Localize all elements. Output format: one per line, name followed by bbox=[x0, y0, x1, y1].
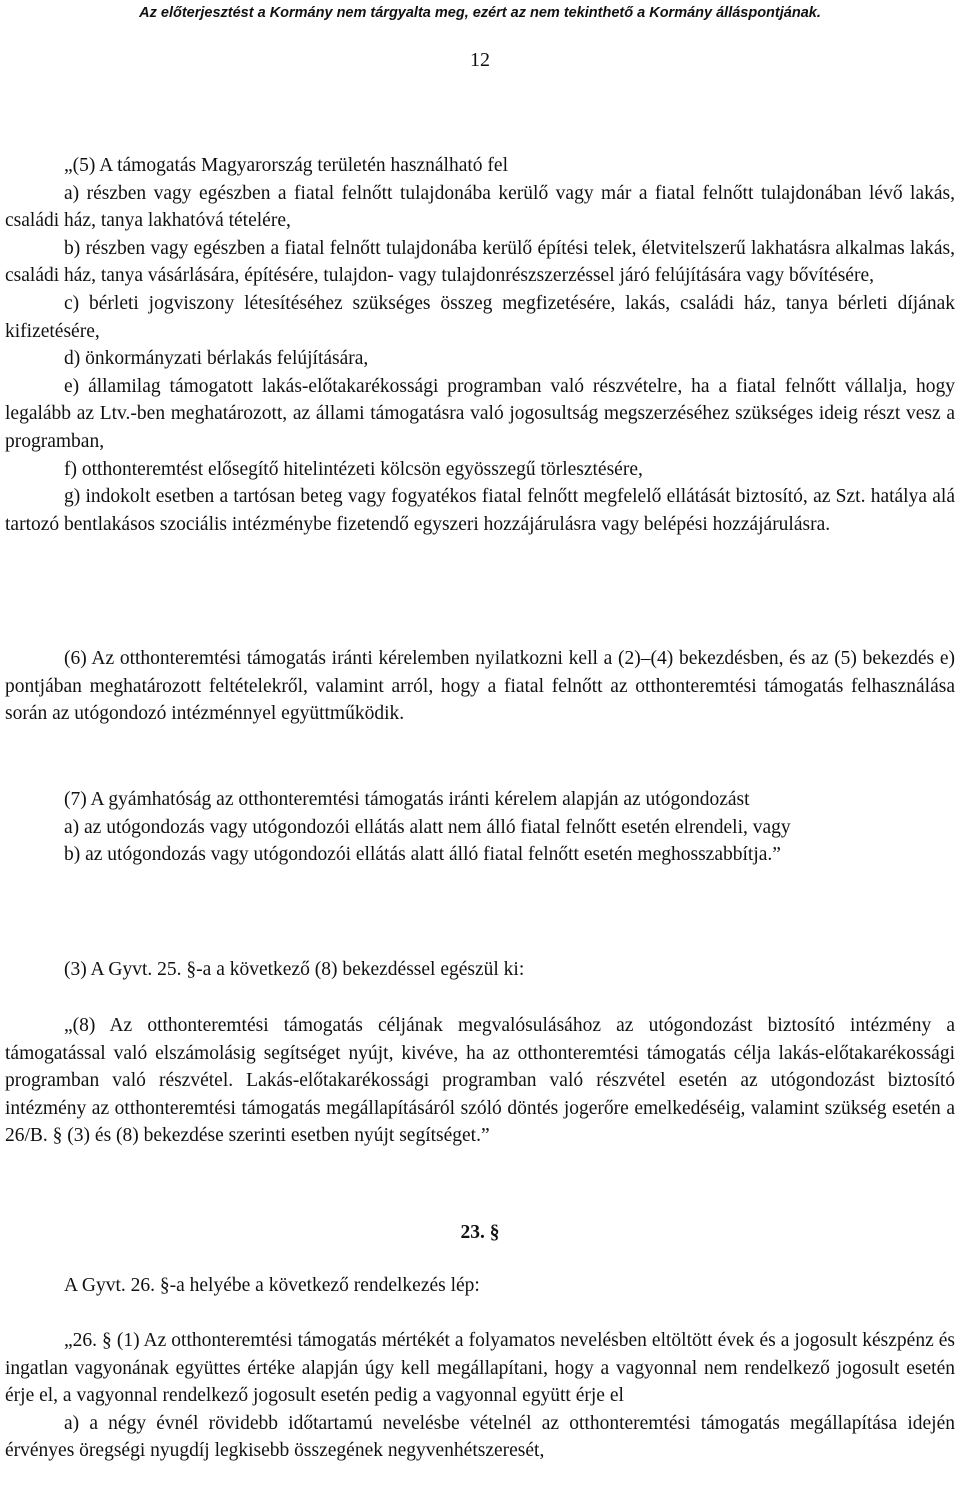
section-7-block bbox=[5, 786, 955, 869]
section-7-point-a: a) az utógondozás vagy utógondozói ellátás alatt nem álló fiatal felnőtt esetén elrendeli, vagy bbox=[64, 816, 791, 838]
page-number: 12 bbox=[470, 49, 490, 71]
section-5-block bbox=[5, 152, 955, 538]
amendment-3-text: (3) A Gyvt. 25. §-a a következő (8) bekezdéssel egészül ki: bbox=[64, 959, 525, 980]
amendment-3-block bbox=[5, 956, 955, 984]
section-26-block bbox=[5, 1327, 955, 1465]
section-5-point-a: a) részben vagy egészben a fiatal felnőtt tulajdonába kerülő vagy már a fiatal felnőtt tulajdonában lévő lakás, családi ház, tanya lakhatóvá tételére, bbox=[5, 182, 955, 232]
section-6-paragraph: (6) Az otthonteremtési támogatás iránti kérelemben nyilatkozni kell a (2)–(4) bekezdésben, és az (5) bekezdés e) pontjában meghatározott feltételekről, valamint arról, hogy a fiatal felnőtt az otthonteremtési támogatás felhasználása során az utógondozó intézménnyel együttműködik. bbox=[5, 648, 955, 725]
section-5-point-g: g) indokolt esetben a tartósan beteg vagy fogyatékos fiatal felnőtt megfelelő ellátását biztosító, az Szt. hatálya alá tartozó bentlakásos szociális intézménybe fizetendő egyszeri hozzájárulásra vagy belépési hozzájárulásra. bbox=[5, 486, 955, 535]
amendment-26-block bbox=[5, 1272, 955, 1300]
section-26-point-a: a) a négy évnél rövidebb időtartamú nevelésbe vételnél az otthonteremtési támogatás megállapítása idején érvényes öregségi nyugdíj legkisebb összegének negyvenhétszeresét, bbox=[5, 1412, 955, 1462]
section-5-intro: „(5) A támogatás Magyarország területén használható fel bbox=[64, 155, 508, 176]
section-7-point-b: b) az utógondozás vagy utógondozói ellátás alatt álló fiatal felnőtt esetén meghosszabbítja.” bbox=[64, 844, 781, 866]
section-6-block bbox=[5, 645, 955, 728]
section-5-point-e: e) államilag támogatott lakás-előtakarékossági programban való részvételre, ha a fiatal felnőtt vállalja, hogy legalább az Ltv.-ben meghatározott, az állami támogatásra való jogosultság megszerzéséhez szükséges ideig részt vesz a programban, bbox=[5, 375, 955, 452]
amendment-26-text: A Gyvt. 26. §-a helyébe a következő rendelkezés lép: bbox=[64, 1275, 480, 1296]
draft-notice-header: Az előterjesztést a Kormány nem tárgyalta meg, ezért az nem tekinthető a Kormány álláspontjának. bbox=[139, 5, 821, 21]
section-5-point-b: b) részben vagy egészben a fiatal felnőtt tulajdonába kerülő építési telek, életvitelszerű lakhatásra alkalmas lakás, családi ház, tanya vásárlására, építésére, tulajdon- vagy tulajdonrészszerzéssel járó felújítására vagy bővítésére, bbox=[5, 237, 955, 287]
section-8-block bbox=[5, 1012, 955, 1150]
section-5-point-f: f) otthonteremtést elősegítő hitelintézeti kölcsön egyösszegű törlesztésére, bbox=[64, 458, 643, 480]
section-5-point-c: c) bérleti jogviszony létesítéséhez szükséges összeg megfizetésére, lakás, családi ház, tanya bérleti díjának kifizetésére, bbox=[5, 292, 955, 342]
section-7-intro: (7) A gyámhatóság az otthonteremtési támogatás iránti kérelem alapján az utógondozást bbox=[64, 789, 750, 810]
section-5-point-d: d) önkormányzati bérlakás felújítására, bbox=[64, 348, 369, 370]
section-23-heading: 23. § bbox=[460, 1222, 500, 1243]
section-8-paragraph: „(8) Az otthonteremtési támogatás céljának megvalósulásához az utógondozást biztosító intézmény a támogatással való elszámolásig segítséget nyújt, kivéve, ha az otthonteremtési támogatás célja lakás-előtakarékossági programban való részvétel. Lakás-előtakarékossági programban való részvétel esetén az utógondozást biztosító intézmény az otthonteremtési támogatás megállapításáról szóló döntés jogerőre emelkedéséig, valamint szükség esetén a 26/B. § (3) és (8) bekezdése szerinti esetben nyújt segítséget.” bbox=[5, 1015, 955, 1147]
section-26-intro: „26. § (1) Az otthonteremtési támogatás mértékét a folyamatos nevelésben eltöltött évek és a jogosult készpénz és ingatlan vagyonának együttes értéke alapján úgy kell megállapítani, hogy a vagyonnal nem rendelkező jogosult esetén érje el, a vagyonnal rendelkező jogosult esetén pedig a vagyonnal együtt érje el bbox=[5, 1330, 955, 1407]
